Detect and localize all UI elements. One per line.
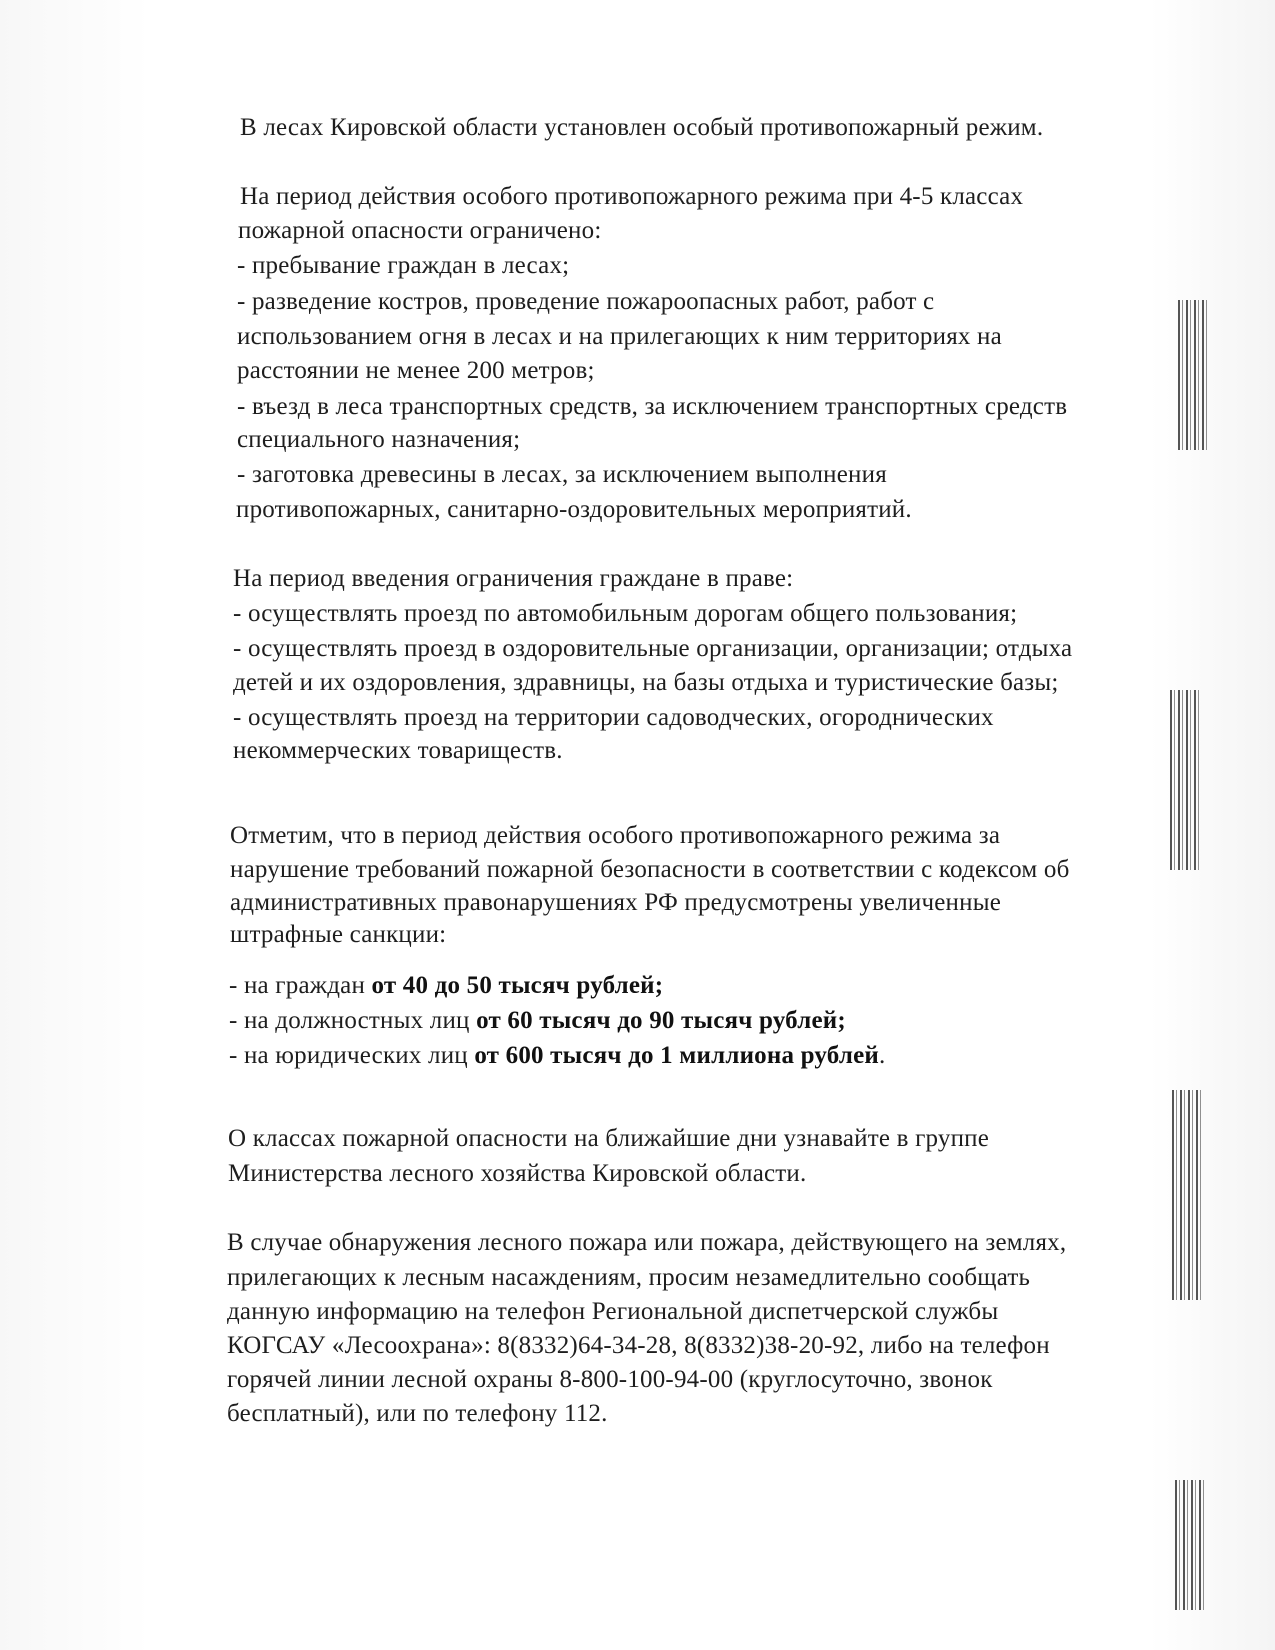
- list-item: - осуществлять проезд в оздоровительные организации, организации; отдыха: [233, 635, 1073, 662]
- fine-amount: от 40 до 50 тысяч рублей;: [371, 972, 664, 999]
- text-line: прилегающих к лесным насаждениям, просим незамедлительно сообщать: [227, 1264, 1031, 1291]
- text-line: данную информацию на телефон Региональной диспетчерской службы: [227, 1298, 999, 1325]
- scan-artifact: [1170, 690, 1200, 870]
- scan-artifact: [1175, 1480, 1205, 1610]
- list-item: - въезд в леса транспортных средств, за исключением транспортных средств: [237, 393, 1068, 420]
- text-line: некоммерческих товариществ.: [233, 737, 563, 764]
- text-line: В случае обнаружения лесного пожара или пожара, действующего на землях,: [227, 1229, 1067, 1256]
- fine-legal-entities: [229, 1040, 885, 1072]
- list-item: - осуществлять проезд по автомобильным дорогам общего пользования;: [233, 600, 1018, 627]
- fine-amount: от 600 тысяч до 1 миллиона рублей: [474, 1042, 879, 1069]
- fine-label: - на юридических лиц: [229, 1042, 475, 1069]
- text-line: Отметим, что в период действия особого противопожарного режима за: [230, 822, 1001, 849]
- fine-amount: от 60 тысяч до 90 тысяч рублей;: [476, 1007, 846, 1034]
- fine-suffix: .: [878, 1042, 886, 1069]
- text-line: На период действия особого противопожарного режима при 4-5 классах: [240, 183, 1024, 210]
- hotline-number: горячей линии лесной охраны 8-800-100-94-00 (круглосуточно, звонок: [227, 1366, 993, 1393]
- text-line: административных правонарушениях РФ предусмотрены увеличенные: [230, 889, 1002, 916]
- fine-officials: [229, 1005, 846, 1037]
- text-line: О классах пожарной опасности на ближайшие дни узнавайте в группе: [228, 1125, 990, 1152]
- fine-citizens: [229, 970, 663, 1002]
- phone-numbers: КОГСАУ «Лесоохрана»: 8(8332)64-34-28, 8(8332)38-20-92, либо на телефон: [227, 1332, 1050, 1359]
- list-item: - пребывание граждан в лесах;: [237, 252, 570, 279]
- text-line: Министерства лесного хозяйства Кировской области.: [228, 1160, 807, 1187]
- text-line: пожарной опасности ограничено:: [238, 217, 602, 244]
- scan-artifact: [1178, 300, 1208, 450]
- text-line: расстоянии не менее 200 метров;: [237, 357, 595, 384]
- text-line: специального назначения;: [237, 426, 521, 453]
- scan-artifact: [1172, 1090, 1202, 1300]
- text-line: нарушение требований пожарной безопасности в соответствии с кодексом об: [230, 856, 1070, 883]
- text-line: бесплатный), или по телефону 112.: [227, 1400, 608, 1427]
- list-item: - заготовка древесины в лесах, за исключением выполнения: [237, 461, 887, 488]
- text-line: штрафные санкции:: [230, 921, 447, 948]
- list-item: - осуществлять проезд на территории садоводческих, огороднических: [233, 704, 994, 731]
- list-item: - разведение костров, проведение пожароопасных работ, работ с: [237, 288, 935, 315]
- intro-paragraph: В лесах Кировской области установлен особый противопожарный режим.: [240, 114, 1044, 141]
- text-line: противопожарных, санитарно-оздоровительных мероприятий.: [236, 496, 912, 523]
- text-line: детей и их оздоровления, здравницы, на базы отдыха и туристические базы;: [233, 669, 1059, 696]
- fine-label: - на граждан: [229, 972, 372, 999]
- text-line: На период введения ограничения граждане в праве:: [233, 565, 794, 592]
- fine-label: - на должностных лиц: [229, 1007, 477, 1034]
- text-line: использованием огня в лесах и на прилегающих к ним территориях на: [237, 323, 1002, 350]
